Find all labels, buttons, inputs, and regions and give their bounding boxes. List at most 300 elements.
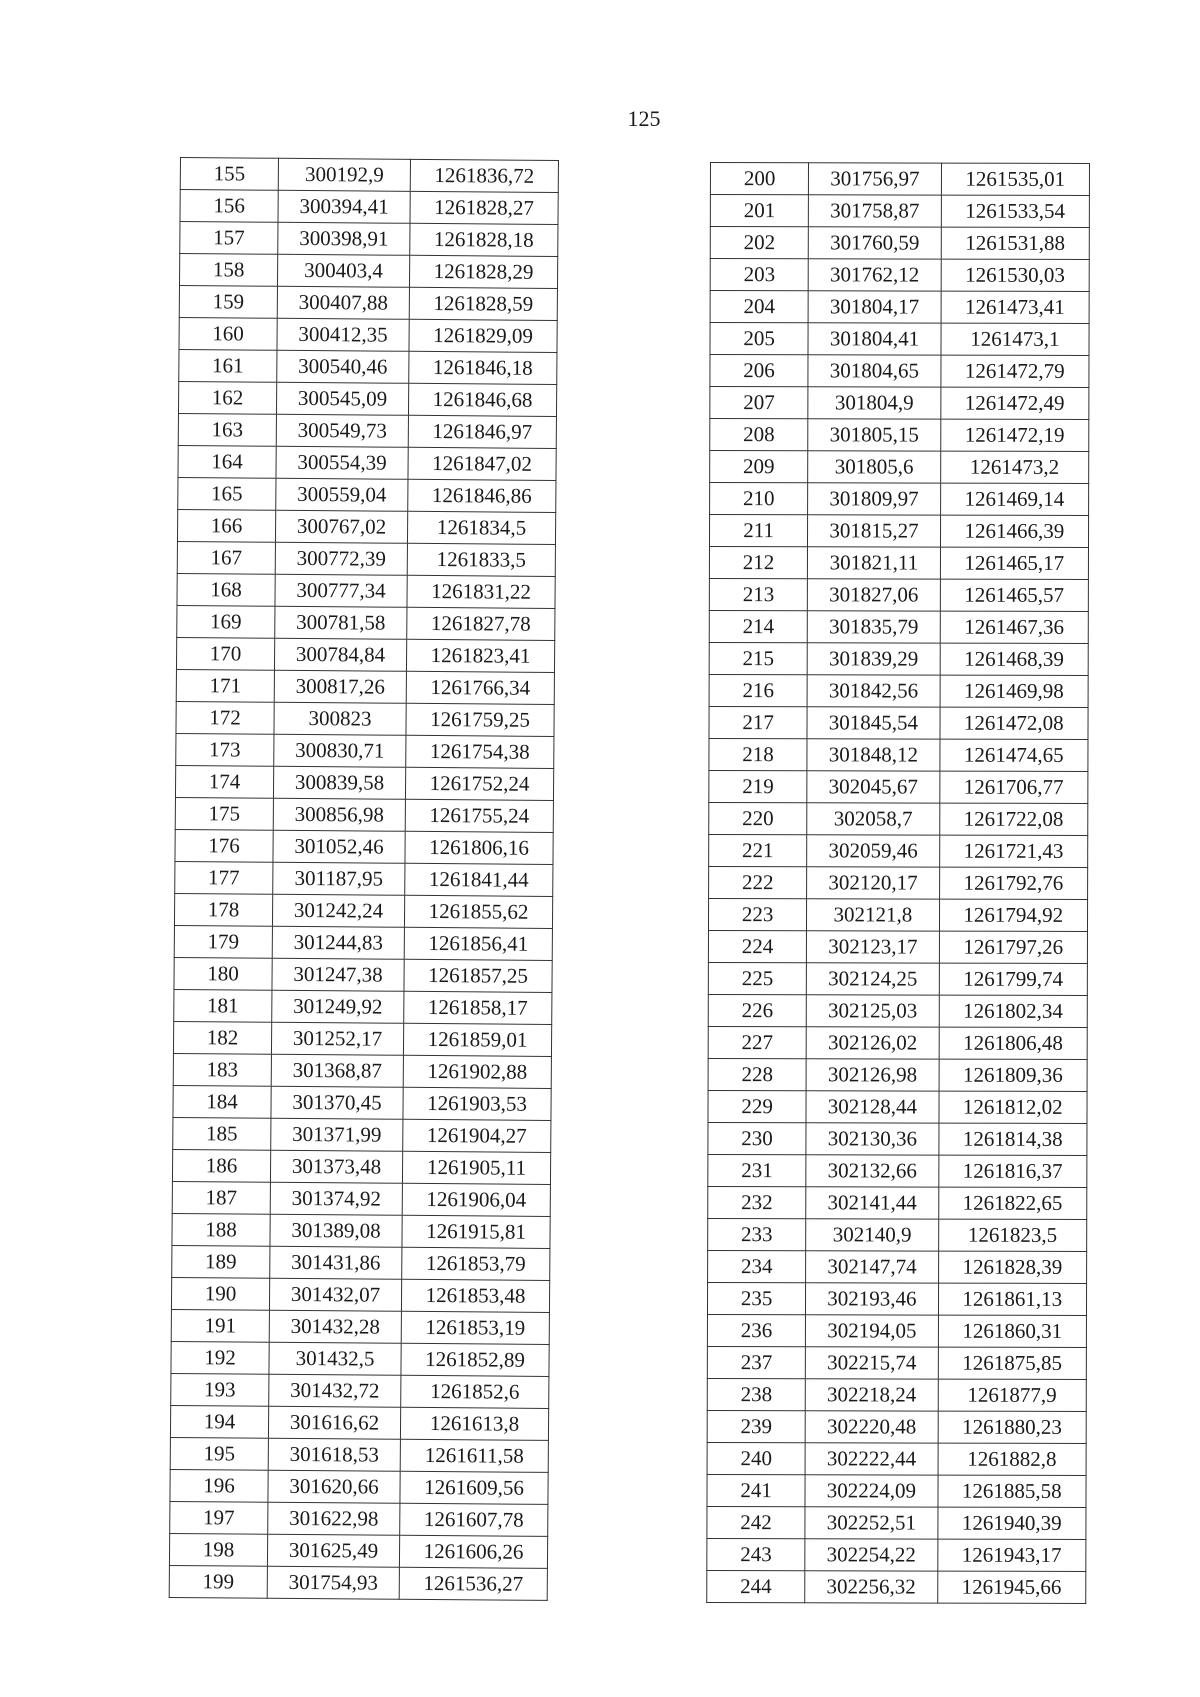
x-coordinate-cell: 302126,98: [806, 1059, 938, 1091]
x-coordinate-cell: 302224,09: [805, 1475, 937, 1507]
table-row: [707, 1282, 1086, 1315]
y-coordinate-cell: 1261827,78: [407, 607, 555, 640]
y-coordinate-cell: 1261828,27: [410, 191, 558, 224]
x-coordinate-cell: 300394,41: [278, 190, 410, 223]
point-number-cell: 169: [177, 605, 275, 638]
table-row: [709, 547, 1088, 580]
y-coordinate-cell: 1261531,88: [941, 227, 1089, 259]
x-coordinate-cell: 301622,98: [268, 1502, 400, 1535]
point-number-cell: 211: [709, 515, 807, 547]
x-coordinate-cell: 301373,48: [270, 1150, 402, 1183]
table-row: [708, 1090, 1087, 1123]
x-coordinate-cell: 302215,74: [806, 1347, 938, 1379]
y-coordinate-cell: 1261472,79: [941, 355, 1089, 387]
y-coordinate-cell: 1261467,36: [940, 611, 1088, 643]
point-number-cell: 178: [174, 893, 272, 926]
table-row: [172, 1213, 550, 1248]
y-coordinate-cell: 1261472,19: [940, 419, 1088, 451]
table-row: [708, 962, 1087, 995]
table-row: [710, 323, 1089, 356]
x-coordinate-cell: 301835,79: [807, 611, 939, 643]
x-coordinate-cell: 301247,38: [272, 958, 404, 991]
x-coordinate-cell: 301187,95: [273, 862, 405, 895]
x-coordinate-cell: 301805,15: [808, 419, 940, 451]
x-coordinate-cell: 300540,46: [277, 350, 409, 383]
x-coordinate-cell: 300823: [274, 702, 406, 735]
y-coordinate-cell: 1261706,77: [939, 771, 1087, 803]
point-number-cell: 208: [710, 419, 808, 451]
x-coordinate-cell: 301432,28: [269, 1310, 401, 1343]
x-coordinate-cell: 302130,36: [806, 1123, 938, 1155]
y-coordinate-cell: 1261828,18: [410, 223, 558, 256]
point-number-cell: 227: [708, 1026, 806, 1058]
table-row: [179, 317, 557, 352]
y-coordinate-cell: 1261852,6: [401, 1375, 549, 1408]
y-coordinate-cell: 1261806,48: [939, 1027, 1087, 1059]
point-number-cell: 222: [709, 866, 807, 898]
x-coordinate-cell: 302124,25: [807, 963, 939, 995]
x-coordinate-cell: 300839,58: [273, 766, 405, 799]
point-number-cell: 170: [176, 637, 274, 670]
point-number-cell: 177: [175, 861, 273, 894]
y-coordinate-cell: 1261465,17: [940, 547, 1088, 579]
point-number-cell: 165: [178, 477, 276, 510]
point-number-cell: 193: [171, 1373, 269, 1406]
x-coordinate-cell: 302140,9: [806, 1219, 938, 1251]
y-coordinate-cell: 1261721,43: [939, 835, 1087, 867]
table-row: [710, 163, 1089, 196]
table-row: [176, 637, 554, 672]
table-row: [707, 1378, 1086, 1411]
x-coordinate-cell: 301842,56: [807, 675, 939, 707]
table-row: [170, 1437, 548, 1472]
point-number-cell: 233: [708, 1218, 806, 1250]
table-row: [172, 1149, 550, 1184]
x-coordinate-cell: 300407,88: [277, 286, 409, 319]
table-row: [707, 1410, 1086, 1443]
point-number-cell: 242: [707, 1506, 805, 1538]
x-coordinate-cell: 301432,5: [269, 1342, 401, 1375]
y-coordinate-cell: 1261846,18: [409, 351, 557, 384]
x-coordinate-cell: 301804,65: [808, 355, 940, 387]
y-coordinate-cell: 1261465,57: [940, 579, 1088, 611]
table-row: [708, 1218, 1087, 1251]
table-row: [707, 1570, 1086, 1603]
table-row: [175, 765, 553, 800]
y-coordinate-cell: 1261836,72: [410, 159, 558, 192]
point-number-cell: 160: [179, 317, 277, 350]
y-coordinate-cell: 1261473,2: [940, 451, 1088, 483]
table-row: [180, 158, 558, 193]
point-number-cell: 162: [178, 381, 276, 414]
table-row: [175, 861, 553, 896]
x-coordinate-cell: 301848,12: [807, 739, 939, 771]
page-number: 125: [627, 106, 661, 131]
y-coordinate-cell: 1261766,34: [406, 671, 554, 704]
table-row: [710, 291, 1089, 324]
y-coordinate-cell: 1261855,62: [404, 895, 552, 928]
point-number-cell: 197: [170, 1501, 268, 1534]
x-coordinate-cell: 301827,06: [808, 579, 940, 611]
y-coordinate-cell: 1261606,26: [399, 1535, 547, 1568]
table-row: [174, 925, 552, 960]
x-coordinate-cell: 301244,83: [272, 926, 404, 959]
y-coordinate-cell: 1261846,86: [408, 479, 556, 512]
point-number-cell: 243: [707, 1538, 805, 1570]
y-coordinate-cell: 1261828,29: [409, 255, 557, 288]
point-number-cell: 175: [175, 797, 273, 830]
x-coordinate-cell: 301804,41: [808, 323, 940, 355]
coordinates-table-left: [169, 157, 559, 1601]
y-coordinate-cell: 1261853,48: [401, 1279, 549, 1312]
table-row: [171, 1373, 549, 1408]
x-coordinate-cell: 300403,4: [277, 254, 409, 287]
point-number-cell: 186: [172, 1149, 270, 1182]
x-coordinate-cell: 300781,58: [275, 606, 407, 639]
y-coordinate-cell: 1261915,81: [402, 1215, 550, 1248]
point-number-cell: 223: [708, 898, 806, 930]
y-coordinate-cell: 1261905,11: [402, 1151, 550, 1184]
table-row: [709, 802, 1088, 835]
table-row: [177, 541, 555, 576]
table-row: [708, 1026, 1087, 1059]
point-number-cell: 164: [178, 445, 276, 478]
y-coordinate-cell: 1261469,14: [940, 483, 1088, 515]
table-row: [709, 834, 1088, 867]
y-coordinate-cell: 1261834,5: [407, 511, 555, 544]
table-row: [170, 1405, 548, 1440]
y-coordinate-cell: 1261833,5: [407, 543, 555, 576]
x-coordinate-cell: 302126,02: [806, 1027, 938, 1059]
table-row: [710, 451, 1089, 484]
table-row: [178, 413, 556, 448]
point-number-cell: 188: [172, 1213, 270, 1246]
table-row: [176, 701, 554, 736]
table-row: [710, 355, 1089, 388]
point-number-cell: 229: [708, 1090, 806, 1122]
table-row: [708, 1250, 1087, 1283]
y-coordinate-cell: 1261809,36: [939, 1059, 1087, 1091]
point-number-cell: 166: [177, 509, 275, 542]
point-number-cell: 176: [175, 829, 273, 862]
point-number-cell: 163: [178, 413, 276, 446]
point-number-cell: 215: [709, 642, 807, 674]
y-coordinate-cell: 1261828,39: [938, 1251, 1086, 1283]
point-number-cell: 204: [710, 291, 808, 323]
point-number-cell: 195: [170, 1437, 268, 1470]
y-coordinate-cell: 1261858,17: [404, 991, 552, 1024]
point-number-cell: 161: [179, 349, 277, 382]
point-number-cell: 226: [708, 994, 806, 1026]
x-coordinate-cell: 300856,98: [273, 798, 405, 831]
table-row: [176, 669, 554, 704]
table-row: [175, 797, 553, 832]
x-coordinate-cell: 302193,46: [806, 1283, 938, 1315]
y-coordinate-cell: 1261857,25: [404, 959, 552, 992]
x-coordinate-cell: 301620,66: [268, 1470, 400, 1503]
table-row: [169, 1533, 547, 1568]
table-row: [710, 259, 1089, 292]
coordinates-table-right: [706, 162, 1090, 1604]
x-coordinate-cell: 300554,39: [276, 446, 408, 479]
x-coordinate-cell: 301756,97: [809, 163, 941, 195]
y-coordinate-cell: 1261812,02: [939, 1091, 1087, 1123]
point-number-cell: 173: [176, 733, 274, 766]
x-coordinate-cell: 302121,8: [807, 899, 939, 931]
table-row: [708, 930, 1087, 963]
y-coordinate-cell: 1261469,98: [940, 675, 1088, 707]
y-coordinate-cell: 1261472,08: [940, 707, 1088, 739]
point-number-cell: 232: [708, 1186, 806, 1218]
y-coordinate-cell: 1261847,02: [408, 447, 556, 480]
x-coordinate-cell: 301754,93: [267, 1566, 399, 1599]
point-number-cell: 185: [173, 1117, 271, 1150]
table-row: [708, 994, 1087, 1027]
table-row: [709, 738, 1088, 771]
point-number-cell: 228: [708, 1058, 806, 1090]
x-coordinate-cell: 302141,44: [806, 1187, 938, 1219]
point-number-cell: 199: [169, 1565, 267, 1598]
x-coordinate-cell: 302125,03: [806, 995, 938, 1027]
y-coordinate-cell: 1261829,09: [409, 319, 557, 352]
y-coordinate-cell: 1261472,49: [940, 387, 1088, 419]
table-row: [708, 1058, 1087, 1091]
y-coordinate-cell: 1261856,41: [404, 927, 552, 960]
table-row: [709, 706, 1088, 739]
table-row: [708, 898, 1087, 931]
x-coordinate-cell: 301839,29: [807, 643, 939, 675]
table-row: [171, 1309, 549, 1344]
y-coordinate-cell: 1261945,66: [937, 1571, 1085, 1603]
y-coordinate-cell: 1261806,16: [405, 831, 553, 864]
x-coordinate-cell: 301760,59: [808, 227, 940, 259]
point-number-cell: 241: [707, 1474, 805, 1506]
y-coordinate-cell: 1261880,23: [938, 1411, 1086, 1443]
y-coordinate-cell: 1261943,17: [937, 1539, 1085, 1571]
point-number-cell: 200: [710, 163, 808, 195]
y-coordinate-cell: 1261468,39: [940, 643, 1088, 675]
y-coordinate-cell: 1261853,79: [402, 1247, 550, 1280]
point-number-cell: 191: [171, 1309, 269, 1342]
x-coordinate-cell: 301616,62: [268, 1406, 400, 1439]
point-number-cell: 224: [708, 930, 806, 962]
point-number-cell: 158: [179, 254, 277, 287]
y-coordinate-cell: 1261875,85: [938, 1347, 1086, 1379]
table-row: [176, 733, 554, 768]
x-coordinate-cell: 301374,92: [270, 1182, 402, 1215]
x-coordinate-cell: 302252,51: [805, 1507, 937, 1539]
table-row: [708, 1122, 1087, 1155]
x-coordinate-cell: 300192,9: [278, 158, 410, 191]
y-coordinate-cell: 1261902,88: [403, 1055, 551, 1088]
point-number-cell: 220: [709, 802, 807, 834]
point-number-cell: 244: [707, 1570, 805, 1602]
x-coordinate-cell: 301815,27: [808, 515, 940, 547]
x-coordinate-cell: 302045,67: [807, 771, 939, 803]
table-row: [177, 573, 555, 608]
y-coordinate-cell: 1261536,27: [399, 1567, 547, 1600]
y-coordinate-cell: 1261882,8: [938, 1443, 1086, 1475]
x-coordinate-cell: 301804,17: [808, 291, 940, 323]
x-coordinate-cell: 301249,92: [272, 990, 404, 1023]
point-number-cell: 207: [710, 387, 808, 419]
x-coordinate-cell: 301432,07: [269, 1278, 401, 1311]
x-coordinate-cell: 300545,09: [276, 382, 408, 415]
point-number-cell: 240: [707, 1442, 805, 1474]
y-coordinate-cell: 1261846,97: [408, 415, 556, 448]
y-coordinate-cell: 1261611,58: [400, 1439, 548, 1472]
y-coordinate-cell: 1261755,24: [405, 799, 553, 832]
x-coordinate-cell: 300777,34: [275, 574, 407, 607]
y-coordinate-cell: 1261885,58: [938, 1475, 1086, 1507]
table-row: [178, 477, 556, 512]
table-row: [174, 893, 552, 928]
table-row: [708, 1186, 1087, 1219]
table-row: [710, 227, 1089, 260]
point-number-cell: 159: [179, 285, 277, 318]
x-coordinate-cell: 300549,73: [276, 414, 408, 447]
y-coordinate-cell: 1261903,53: [403, 1087, 551, 1120]
table-row: [709, 674, 1088, 707]
x-coordinate-cell: 301389,08: [270, 1214, 402, 1247]
x-coordinate-cell: 301052,46: [273, 830, 405, 863]
y-coordinate-cell: 1261802,34: [939, 995, 1087, 1027]
x-coordinate-cell: 300412,35: [277, 318, 409, 351]
point-number-cell: 189: [172, 1245, 270, 1278]
x-coordinate-cell: 301845,54: [807, 707, 939, 739]
x-coordinate-cell: 301368,87: [271, 1054, 403, 1087]
x-coordinate-cell: 302254,22: [805, 1539, 937, 1571]
x-coordinate-cell: 300767,02: [275, 510, 407, 543]
x-coordinate-cell: 302194,05: [806, 1315, 938, 1347]
point-number-cell: 210: [710, 483, 808, 515]
table-row: [709, 578, 1088, 611]
point-number-cell: 225: [708, 962, 806, 994]
point-number-cell: 182: [173, 1021, 271, 1054]
y-coordinate-cell: 1261823,41: [406, 639, 554, 672]
point-number-cell: 156: [180, 190, 278, 223]
y-coordinate-cell: 1261754,38: [406, 735, 554, 768]
x-coordinate-cell: 301431,86: [270, 1246, 402, 1279]
point-number-cell: 192: [171, 1341, 269, 1374]
point-number-cell: 174: [175, 765, 273, 798]
y-coordinate-cell: 1261846,68: [408, 383, 556, 416]
table-row: [169, 1565, 547, 1600]
y-coordinate-cell: 1261759,25: [406, 703, 554, 736]
y-coordinate-cell: 1261853,19: [401, 1311, 549, 1344]
table-row: [170, 1469, 548, 1504]
point-number-cell: 205: [710, 323, 808, 355]
point-number-cell: 216: [709, 674, 807, 706]
x-coordinate-cell: 301821,11: [808, 547, 940, 579]
point-number-cell: 231: [708, 1154, 806, 1186]
table-row: [177, 509, 555, 544]
x-coordinate-cell: 301809,97: [808, 483, 940, 515]
point-number-cell: 172: [176, 701, 274, 734]
point-number-cell: 218: [709, 738, 807, 770]
point-number-cell: 196: [170, 1469, 268, 1502]
x-coordinate-cell: 300817,26: [274, 670, 406, 703]
table-row: [707, 1474, 1086, 1507]
y-coordinate-cell: 1261609,56: [400, 1471, 548, 1504]
table-row: [173, 1085, 551, 1120]
y-coordinate-cell: 1261816,37: [938, 1155, 1086, 1187]
point-number-cell: 214: [709, 610, 807, 642]
x-coordinate-cell: 302147,74: [806, 1251, 938, 1283]
table-row: [710, 195, 1089, 228]
point-number-cell: 219: [709, 770, 807, 802]
point-number-cell: 235: [707, 1282, 805, 1314]
point-number-cell: 157: [180, 222, 278, 255]
x-coordinate-cell: 301371,99: [271, 1118, 403, 1151]
y-coordinate-cell: 1261474,65: [939, 739, 1087, 771]
table-row: [707, 1538, 1086, 1571]
table-row: [707, 1314, 1086, 1347]
table-row: [173, 1021, 551, 1056]
x-coordinate-cell: 301625,49: [267, 1534, 399, 1567]
table-row: [174, 957, 552, 992]
y-coordinate-cell: 1261823,5: [938, 1219, 1086, 1251]
table-row: [174, 989, 552, 1024]
x-coordinate-cell: 300398,91: [278, 222, 410, 255]
point-number-cell: 190: [171, 1277, 269, 1310]
x-coordinate-cell: 302218,24: [805, 1379, 937, 1411]
table-row: [172, 1181, 550, 1216]
point-number-cell: 206: [710, 355, 808, 387]
table-row: [171, 1341, 549, 1376]
y-coordinate-cell: 1261859,01: [403, 1023, 551, 1056]
table-row: [179, 349, 557, 384]
y-coordinate-cell: 1261799,74: [939, 963, 1087, 995]
x-coordinate-cell: 301804,9: [808, 387, 940, 419]
table-row: [179, 285, 557, 320]
point-number-cell: 179: [174, 925, 272, 958]
x-coordinate-cell: 302059,46: [807, 835, 939, 867]
point-number-cell: 155: [180, 158, 278, 191]
table-row: [709, 770, 1088, 803]
x-coordinate-cell: 302128,44: [806, 1091, 938, 1123]
table-row: [179, 254, 557, 289]
y-coordinate-cell: 1261722,08: [939, 803, 1087, 835]
x-coordinate-cell: 302220,48: [805, 1411, 937, 1443]
table-row: [709, 610, 1088, 643]
table-row: [175, 829, 553, 864]
table-row: [708, 1154, 1087, 1187]
table-row: [709, 866, 1088, 899]
x-coordinate-cell: 302058,7: [807, 803, 939, 835]
x-coordinate-cell: 300830,71: [274, 734, 406, 767]
point-number-cell: 202: [710, 227, 808, 259]
y-coordinate-cell: 1261792,76: [939, 867, 1087, 899]
x-coordinate-cell: 302256,32: [805, 1571, 937, 1603]
point-number-cell: 237: [707, 1346, 805, 1378]
y-coordinate-cell: 1261814,38: [938, 1123, 1086, 1155]
point-number-cell: 187: [172, 1181, 270, 1214]
y-coordinate-cell: 1261940,39: [937, 1507, 1085, 1539]
y-coordinate-cell: 1261473,1: [941, 323, 1089, 355]
y-coordinate-cell: 1261906,04: [402, 1183, 550, 1216]
y-coordinate-cell: 1261535,01: [941, 163, 1089, 195]
y-coordinate-cell: 1261473,41: [941, 291, 1089, 323]
point-number-cell: 212: [709, 547, 807, 579]
y-coordinate-cell: 1261797,26: [939, 931, 1087, 963]
y-coordinate-cell: 1261904,27: [403, 1119, 551, 1152]
table-row: [171, 1277, 549, 1312]
point-number-cell: 194: [170, 1405, 268, 1438]
x-coordinate-cell: 300559,04: [276, 478, 408, 511]
x-coordinate-cell: 302120,17: [807, 867, 939, 899]
y-coordinate-cell: 1261861,13: [938, 1283, 1086, 1315]
